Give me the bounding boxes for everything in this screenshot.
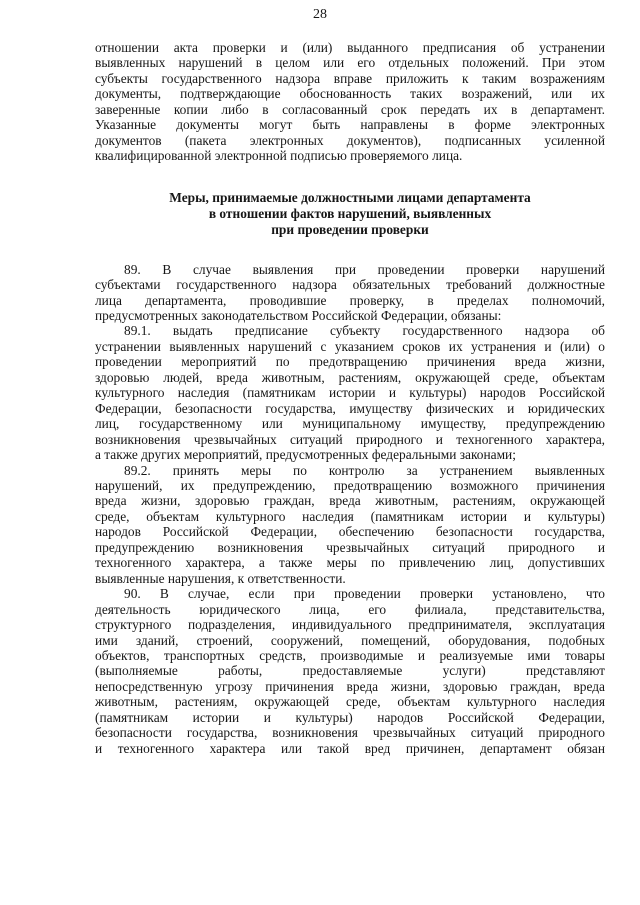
text-line: документы, подтверждающие обоснованность таких возражений, или их bbox=[95, 86, 605, 102]
text-line: безопасности государства, возникновения чрезвычайных ситуаций природного bbox=[95, 725, 605, 741]
text-line: предусмотренных законодательством Российской Федерации, обязаны: bbox=[95, 307, 502, 323]
text-line: выявленные нарушения, к ответственности. bbox=[95, 570, 346, 586]
text-line: ими зданий, строений, сооружений, помещений, оборудования, подобных bbox=[95, 632, 605, 648]
text-line: Федерации, безопасности государства, имуществу физических и юридических bbox=[95, 400, 605, 416]
text-line: возникновения чрезвычайных ситуаций природного и техногенного характера, bbox=[95, 431, 605, 447]
paragraph-90 bbox=[95, 586, 605, 756]
text-line: среде, объектам культурного наследия (памятникам истории и культуры) bbox=[95, 508, 605, 524]
text-line: 89. В случае выявления при проведении проверки нарушений bbox=[124, 261, 605, 277]
text-line: вреда жизни, здоровью граждан, вреда животным, растениям, окружающей bbox=[95, 493, 605, 509]
text-line: здоровью людей, вреда животным, растениям, окружающей среде, объектам bbox=[95, 369, 605, 385]
paragraph-89-2 bbox=[95, 463, 605, 587]
text-line: заверенные копии либо в согласованный срок передать их в департамент. bbox=[95, 101, 605, 117]
text-line: а также других мероприятий, предусмотренных федеральными законами; bbox=[95, 447, 516, 463]
text-line: субъектами государственного надзора обязательных требований должностные bbox=[95, 277, 605, 293]
text-line: квалифицированной электронной подписью проверяемого лица. bbox=[95, 148, 463, 164]
text-line: структурного подразделения, индивидуального предпринимателя, эксплуатация bbox=[95, 617, 605, 633]
paragraph-89 bbox=[95, 262, 605, 324]
text-line: объектов, транспортных средств, производимые и реализуемые ими товары bbox=[95, 647, 605, 663]
heading-line: Меры, принимаемые должностными лицами департамента bbox=[169, 189, 531, 205]
text-line: 89.2. принять меры по контролю за устранением выявленных bbox=[124, 462, 605, 478]
heading-line: в отношении фактов нарушений, выявленных bbox=[208, 205, 492, 221]
text-line: лиц, государственному или муниципальному имуществу, предупреждению bbox=[95, 416, 605, 432]
text-line: народов Российской Федерации, обеспечению безопасности государства, bbox=[95, 524, 605, 540]
page-number: 28 bbox=[313, 7, 327, 22]
text-line: субъекты государственного надзора вправе приложить к таким возражениям bbox=[95, 70, 605, 86]
text-line: устранении выявленных нарушений с указанием сроков их устранения и (или) о bbox=[95, 338, 605, 354]
text-line: выявленных нарушений в целом или его отдельных положений. При этом bbox=[95, 55, 605, 71]
section-heading bbox=[95, 190, 605, 238]
text-line: проведении мероприятий по предотвращению причинения вреда жизни, bbox=[95, 354, 605, 370]
text-line: непосредственную угрозу причинения вреда жизни, здоровью граждан, вреда bbox=[95, 678, 605, 694]
paragraph-89-1 bbox=[95, 323, 605, 462]
text-line: культурного наследия (памятникам истории и культуры) народов Российской bbox=[95, 385, 605, 401]
text-line: техногенного характера, а также меры по привлечению лиц, допустивших bbox=[95, 555, 605, 571]
text-line: (памятникам истории и культуры) народов Российской Федерации, bbox=[95, 709, 605, 725]
text-line: животным, растениям, окружающей среде, объектам культурного наследия bbox=[95, 694, 605, 710]
text-line: 89.1. выдать предписание субъекту государственного надзора об bbox=[124, 323, 605, 339]
text-line: (выполняемые работы, предоставляемые услуги) представляют bbox=[95, 663, 605, 679]
text-line: лица департамента, проводившие проверку, в пределах полномочий, bbox=[95, 292, 605, 308]
page-body bbox=[95, 40, 605, 756]
intro-paragraph bbox=[95, 40, 605, 164]
text-line: деятельность юридического лица, его филиала, представительства, bbox=[95, 601, 605, 617]
text-line: и техногенного характера или такой вред причинен, департамент обязан bbox=[95, 740, 605, 756]
text-line: 90. В случае, если при проведении проверки установлено, что bbox=[124, 586, 605, 602]
text-line: нарушений, их предупреждению, предотвращению возможного причинения bbox=[95, 477, 605, 493]
text-line: отношении акта проверки и (или) выданного предписания об устранении bbox=[95, 40, 605, 55]
text-line: Указанные документы могут быть направлены в форме электронных bbox=[95, 117, 605, 133]
text-line: предупреждению возникновения чрезвычайных ситуаций природного и bbox=[95, 539, 605, 555]
heading-line: при проведении проверки bbox=[271, 221, 429, 237]
text-line: документов (пакета электронных документов), подписанных усиленной bbox=[95, 132, 605, 148]
